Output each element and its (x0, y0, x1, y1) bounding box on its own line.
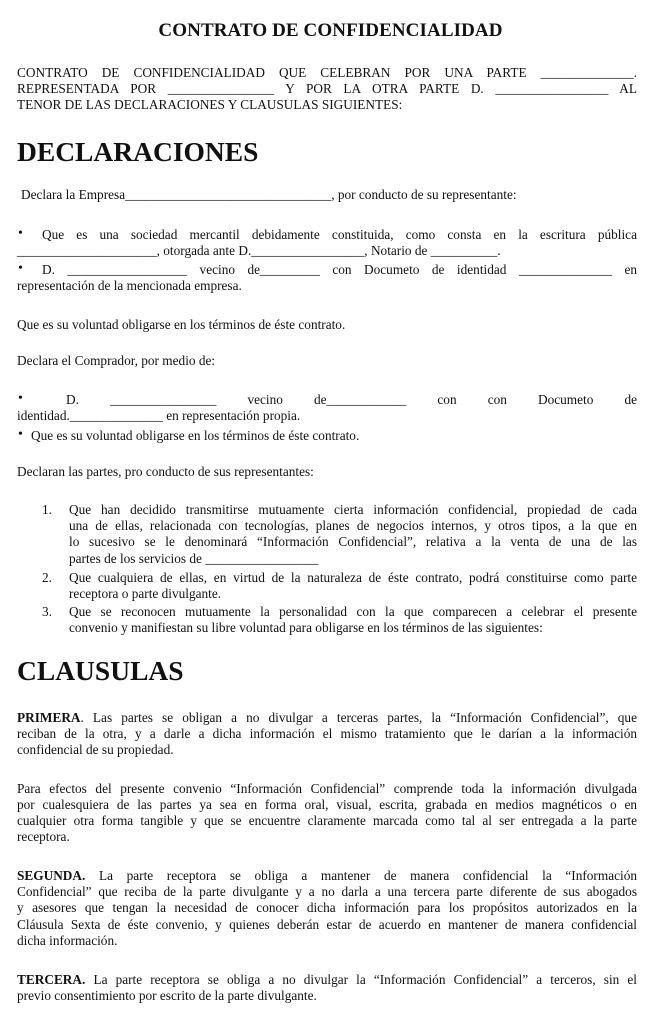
tercera-label: TERCERA. (17, 972, 86, 987)
segunda-line-1 (17, 868, 637, 884)
segunda-line-4: Cláusula Sexta de éste convenio, y quienes deberán estar de acuerdo en mantener de manera confidencial (17, 917, 637, 932)
bullet4-text: Que es su voluntad obligarse en los términos de éste contrato. (31, 428, 360, 443)
intro-line-2: REPRESENTADA POR ________________ Y POR LA OTRA PARTE D. _________________ AL (17, 81, 637, 96)
bullet3-line-2: identidad.______________ en representación propia. (17, 408, 301, 423)
bullet-icon: • (18, 427, 23, 442)
bullet2-line-2: representación de la mencionada empresa. (17, 278, 242, 293)
item1-line-2: una de ellas, relacionada con tecnologías, planes de negocios internos, y otros tipos, a la que en (69, 518, 637, 533)
intro-line-1: CONTRATO DE CONFIDENCIALIDAD QUE CELEBRAN POR UNA PARTE ______________. (17, 65, 637, 80)
declara-empresa: Declara la Empresa_______________________________, por conducto de su representante: (21, 187, 517, 202)
tercera-line-2: previo consentimiento por escrito de la parte divulgante. (17, 988, 317, 1003)
voluntad-empresa: Que es su voluntad obligarse en los términos de éste contrato. (17, 317, 346, 332)
efectos-line-2: por cualesquiera de las partes ya sea en forma oral, visual, escrita, grabada en medios magnéticos o en (17, 797, 637, 812)
segunda-line-2: Confidencial” que reciba de la parte divulgante y a no darla a una tercera parte diferente de sus abogados (17, 884, 637, 899)
bullet-icon: • (18, 261, 23, 276)
bullet1-line-1: Que es una sociedad mercantil debidamente constituida, como consta en la escritura pública (42, 227, 637, 242)
bullet3-line-1: D. ________________ vecino de____________ con con Documeto de (66, 392, 637, 407)
declara-comprador: Declara el Comprador, por medio de: (17, 353, 216, 368)
efectos-line-1: Para efectos del presente convenio “Información Confidencial” comprende toda la información divulgada (17, 781, 637, 796)
segunda-text: La parte receptora se obliga a mantener de manera confidencial la “Información (85, 868, 637, 883)
intro-line-3: TENOR DE LAS DECLARACIONES Y CLAUSULAS SIGUIENTES: (17, 97, 403, 112)
primera-line-1 (17, 710, 637, 726)
clausulas-heading: CLAUSULAS (17, 655, 184, 686)
bullet-icon: • (18, 391, 23, 406)
list-number: 1. (42, 502, 52, 517)
segunda-line-3: y asesores que tengan la necesidad de conocer dicha información para los propósitos autorizados en la (17, 900, 637, 915)
bullet1-line-2: _____________________, otorgada ante D._________________, Notario de __________. (17, 243, 501, 258)
item3-line-2: convenio y manifiestan su libre voluntad para obligarse en los términos de las siguientes: (69, 620, 543, 635)
declaraciones-heading: DECLARACIONES (17, 136, 259, 167)
segunda-label: SEGUNDA. (17, 868, 86, 883)
bullet-icon: • (18, 226, 23, 241)
primera-line-3: confidencial de su propiedad. (17, 742, 174, 757)
document-title: CONTRATO DE CONFIDENCIALIDAD (158, 20, 503, 41)
tercera-line-1 (17, 972, 637, 988)
item1-line-4: partes de los servicios de _________________ (69, 551, 319, 566)
segunda-line-5: dicha información. (17, 933, 118, 948)
tercera-text: La parte receptora se obliga a no divulgar la “Información Confidencial” a terceros, sin el (85, 972, 637, 987)
primera-line-2: reciban de la otra, y a darle a dicha información el mismo tratamiento que le darían a la información (17, 726, 637, 741)
bullet2-line-1: D. __________________ vecino de_________ con Documeto de identidad ______________ en (42, 262, 637, 277)
list-number: 3. (42, 604, 52, 619)
primera-label: PRIMERA (17, 710, 81, 725)
efectos-line-4: receptora. (17, 829, 70, 844)
item2-line-2: receptora o parte divulgante. (69, 586, 222, 601)
item1-line-1: Que han decidido transmitirse mutuamente cierta información confidencial, propiedad de cada (69, 502, 637, 517)
item2-line-1: Que cualquiera de ellas, en virtud de la naturaleza de éste contrato, podrá constituirse como parte (69, 570, 637, 585)
item3-line-1: Que se reconocen mutuamente la personalidad con la que comparecen a celebrar el presente (69, 604, 637, 619)
declaran-partes: Declaran las partes, pro conducto de sus representantes: (17, 464, 314, 479)
primera-text: . Las partes se obligan a no divulgar a terceras partes, la “Información Confidencial”, que (80, 710, 637, 725)
list-number: 2. (42, 570, 52, 585)
efectos-line-3: cualquier otra forma tangible y que se encuentre claramente marcada como tal al ser entregada a la parte (17, 813, 637, 828)
item1-line-3: lo sucesivo se le denominará “Información Confidencial”, relativa a la venta de una de las (69, 534, 637, 549)
